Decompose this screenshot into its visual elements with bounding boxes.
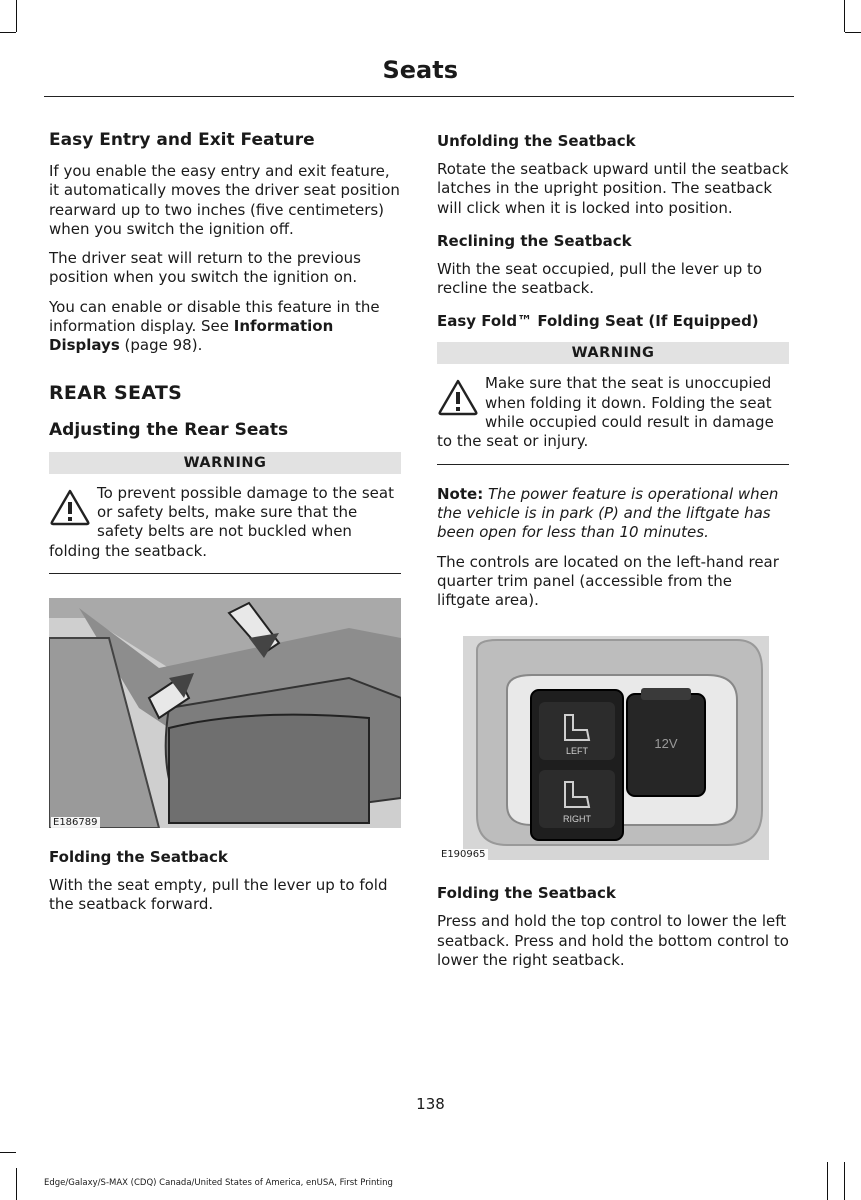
- note-text: The power feature is operational when the vehicle is in park (P) and the liftgate has been open for less than 10 minutes.: [437, 484, 779, 542]
- heading-folding-seatback: Folding the Seatback: [49, 847, 228, 866]
- heading-unfolding-seatback: Unfolding the Seatback: [437, 132, 636, 150]
- crop-mark: [844, 1162, 845, 1200]
- text: (page 98).: [119, 336, 203, 355]
- warning-banner: WARNING: [49, 452, 401, 474]
- figure-id-label: E190965: [441, 849, 486, 861]
- figure-rear-seat: [49, 598, 401, 828]
- heading-folding-seatback-2: Folding the Seatback: [437, 884, 616, 903]
- crop-mark: [827, 1162, 828, 1200]
- title-divider: [44, 96, 794, 97]
- footer-text: Edge/Galaxy/S-MAX (CDQ) Canada/United States of America, enUSA, First Printing: [44, 1178, 393, 1188]
- crop-mark: [845, 32, 861, 33]
- warning-text: Make sure that the seat is unoccupied when folding it down. Folding the seat while occupied could result in damage to the seat or injury.: [437, 374, 774, 451]
- seat-controls-illustration: [437, 630, 789, 860]
- paragraph-reclining-seatback: With the seat occupied, pull the lever up to recline the seatback.: [437, 259, 763, 298]
- paragraph-easy-entry-3: [49, 298, 401, 356]
- warning-divider: [437, 464, 789, 465]
- paragraph-controls-location: The controls are located on the left-hand rear quarter trim panel (accessible from the liftgate area).: [437, 552, 779, 610]
- crop-mark: [844, 0, 845, 32]
- rear-seat-illustration: [49, 598, 401, 828]
- warning-block: [437, 374, 789, 451]
- note-paragraph: [437, 485, 789, 543]
- paragraph-folding-seatback-2: Press and hold the top control to lower the left seatback. Press and hold the bottom control to lower the right seatback.: [437, 912, 789, 970]
- warning-divider: [49, 573, 401, 574]
- heading-reclining-seatback: Reclining the Seatback: [437, 231, 632, 250]
- paragraph-unfolding-seatback: Rotate the seatback upward until the seatback latches in the upright position. The seatback will click when it is locked into position.: [437, 160, 789, 217]
- crop-mark: [0, 1152, 16, 1153]
- link-information-displays[interactable]: Information Displays: [49, 317, 334, 355]
- paragraph-easy-entry-1: If you enable the easy entry and exit feature, it automatically moves the driver seat position rearward up to two inches (five centimeters) when you switch the ignition off.: [49, 162, 400, 238]
- warning-block: [49, 484, 401, 561]
- text: You can enable or disable this feature in the information display. See: [49, 297, 380, 336]
- page-number: 138: [416, 1095, 445, 1113]
- paragraph-folding-seatback: With the seat empty, pull the lever up to fold the seatback forward.: [49, 875, 388, 914]
- fig-label-right: RIGHT: [563, 814, 591, 825]
- heading-rear-seats: REAR SEATS: [49, 381, 183, 404]
- fig-label-12v: 12V: [654, 736, 678, 752]
- heading-easy-fold: Easy Fold™ Folding Seat (If Equipped): [437, 312, 759, 331]
- warning-triangle-icon: [437, 378, 479, 416]
- fig-label-left: LEFT: [565, 746, 589, 757]
- crop-mark: [16, 0, 17, 32]
- crop-mark: [16, 1168, 17, 1200]
- crop-mark: [0, 32, 16, 33]
- page-title: Seats: [382, 56, 458, 84]
- right-column: [437, 130, 789, 980]
- warning-banner: WARNING: [437, 342, 789, 364]
- heading-easy-entry: Easy Entry and Exit Feature: [49, 130, 315, 150]
- heading-adjusting-rear-seats: Adjusting the Rear Seats: [49, 419, 289, 440]
- figure-seat-controls: [437, 630, 789, 860]
- warning-text: To prevent possible damage to the seat or safety belts, make sure that the safety belts are not buckled when folding the seatback.: [49, 483, 394, 560]
- paragraph-easy-entry-2: The driver seat will return to the previous position when you switch the ignition on.: [49, 249, 361, 287]
- figure-id-label: E186789: [53, 816, 98, 828]
- note-label: Note:: [437, 484, 484, 503]
- left-column: [49, 130, 401, 924]
- warning-triangle-icon: [49, 488, 91, 526]
